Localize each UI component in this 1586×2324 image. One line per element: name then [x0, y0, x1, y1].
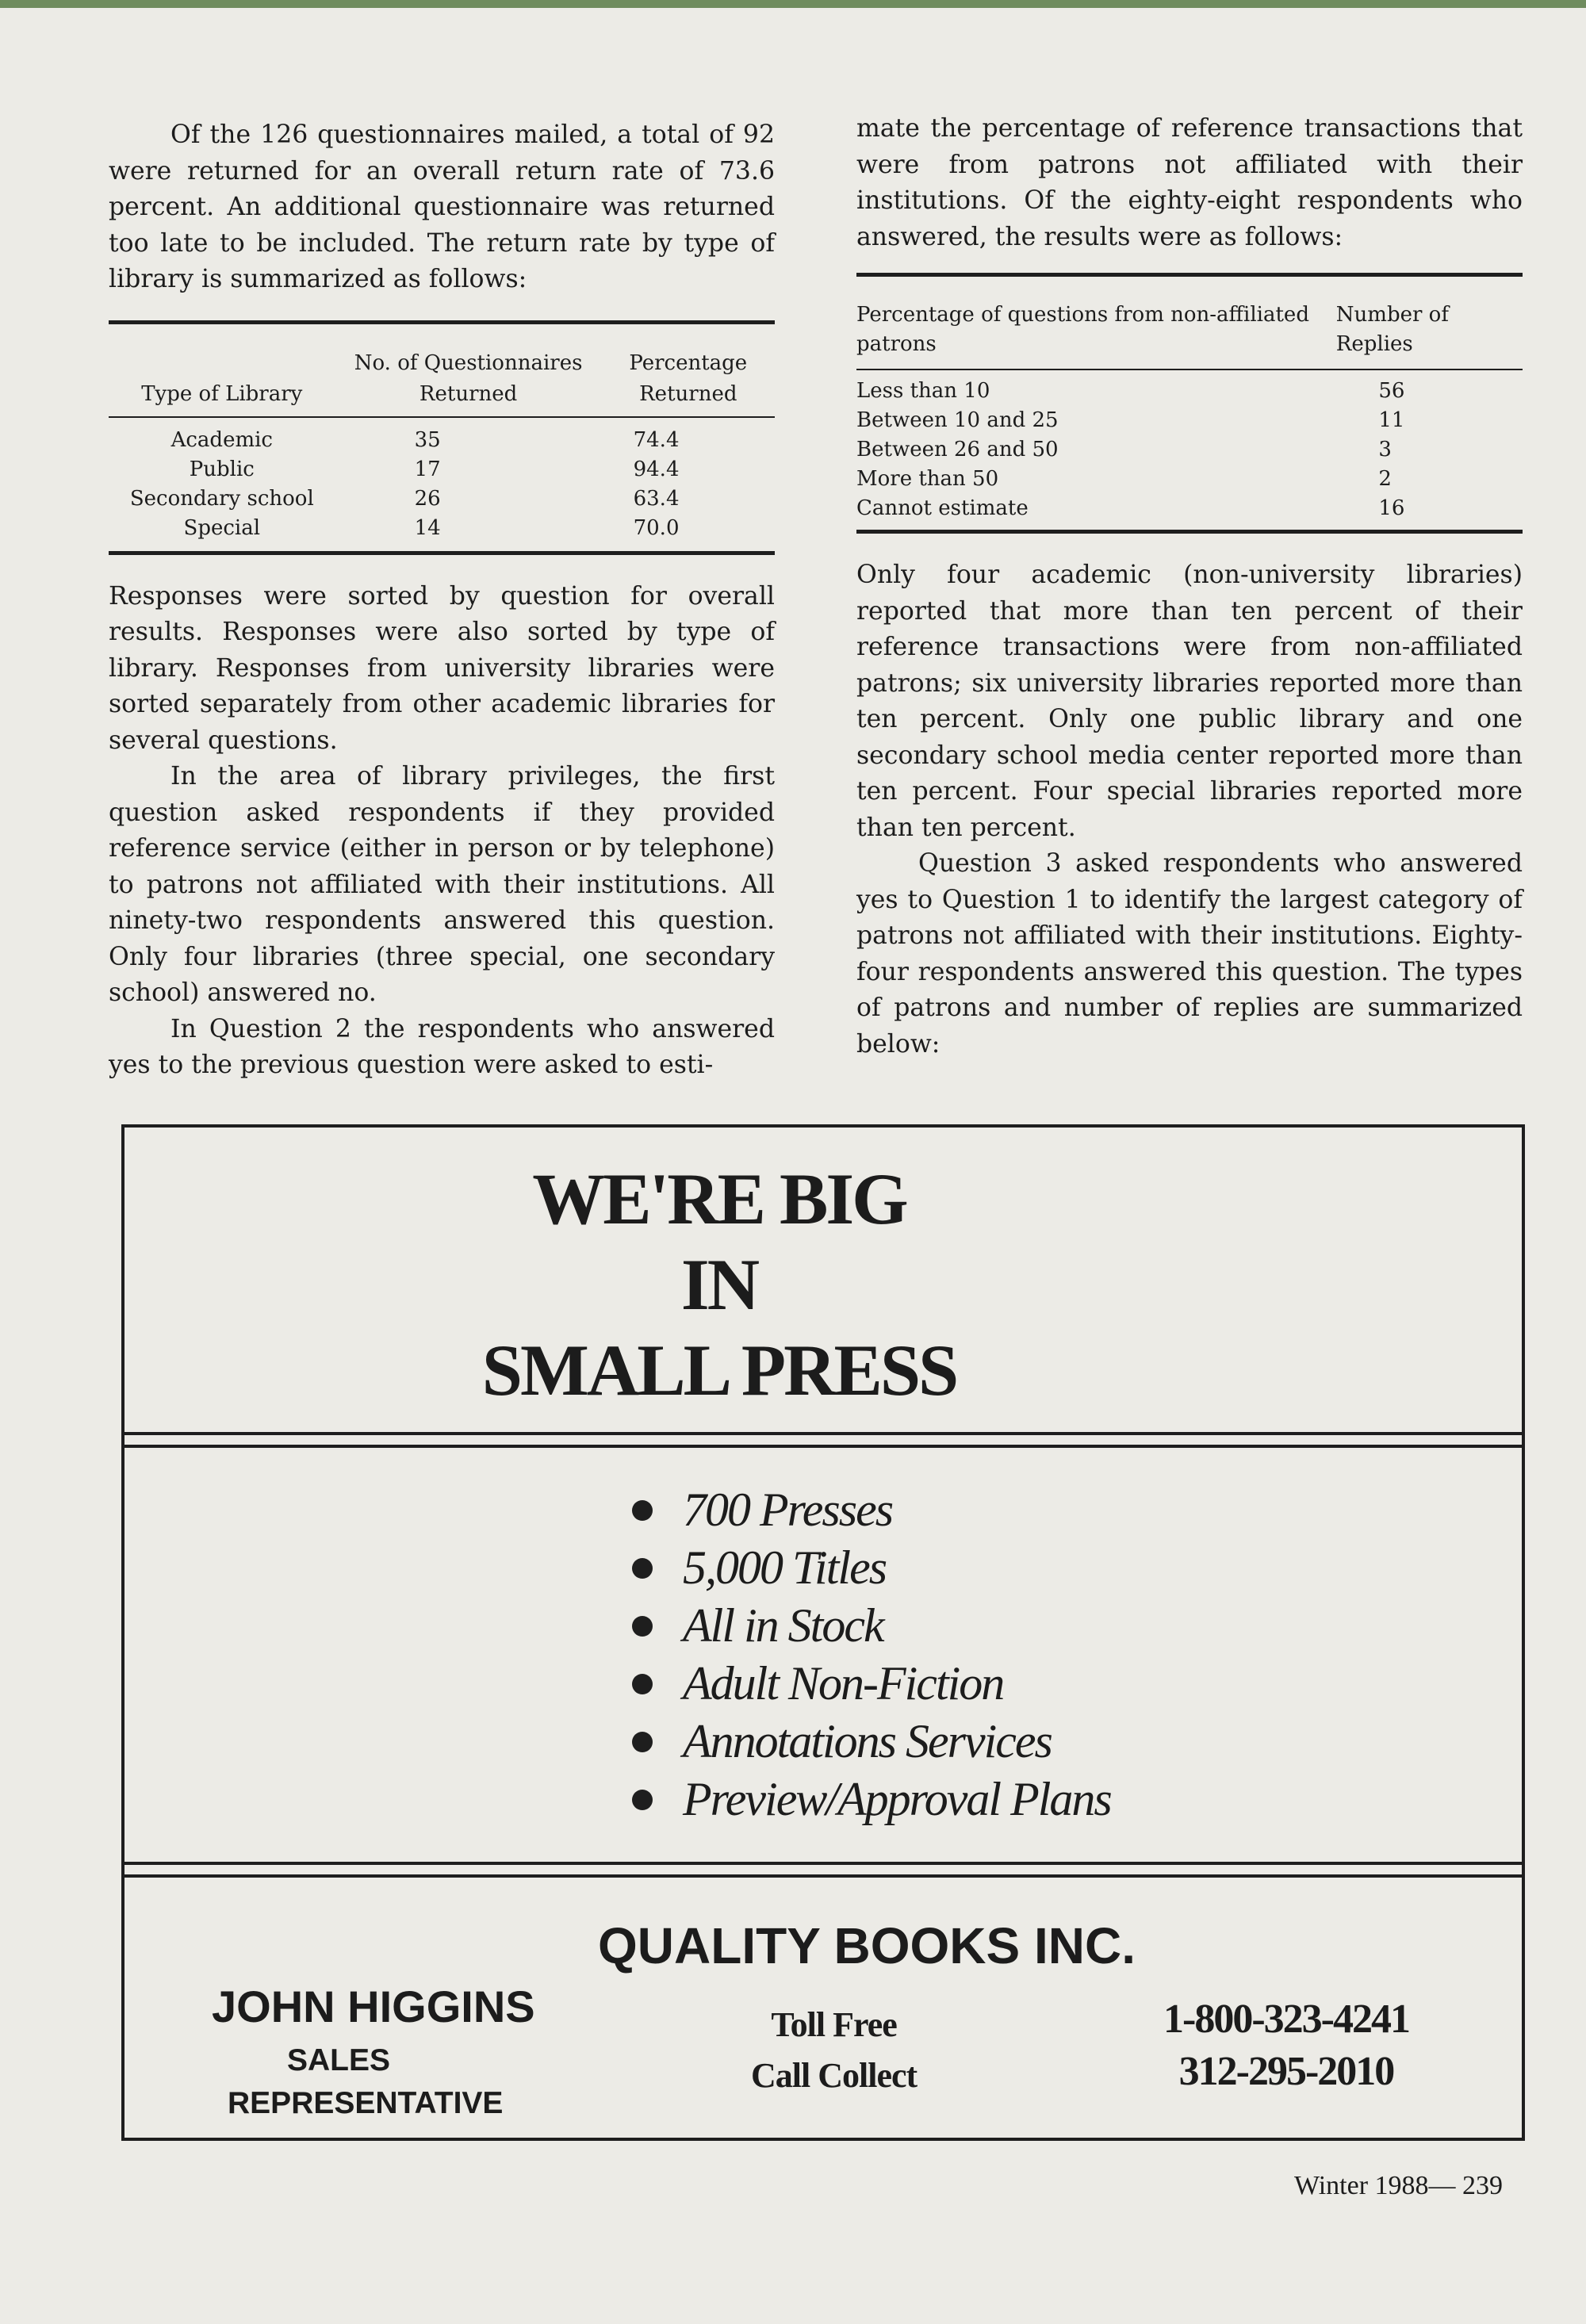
- table-rule-mid: [856, 369, 1523, 370]
- table-row: Cannot estimate 16: [856, 496, 1405, 520]
- list-item: 5,000 Titles: [632, 1539, 1111, 1597]
- return-rate-table: [109, 348, 775, 410]
- bullet-icon: [632, 1732, 653, 1752]
- bullet-icon: [632, 1616, 653, 1637]
- ad-headline: WE'RE BIG IN SMALL PRESS: [481, 1158, 957, 1411]
- list-item: Adult Non-Fiction: [632, 1655, 1111, 1713]
- contact-numbers: 1-800-323-4241 312-295-2010: [1163, 1997, 1409, 2094]
- column-header: Percentage Returned: [629, 350, 748, 406]
- page-folio: Winter 1988— 239: [1294, 2171, 1504, 2200]
- table-row: Academic 35 74.4: [170, 427, 680, 452]
- table-rule-top: [109, 320, 775, 324]
- company-name: QUALITY BOOKS INC.: [598, 1917, 1136, 1974]
- left-column: [109, 117, 775, 1084]
- table-row: Between 26 and 50 3: [856, 438, 1392, 461]
- table-header-row: [109, 348, 775, 410]
- bullet-icon: [632, 1500, 653, 1521]
- return-rate-table-body: [109, 426, 775, 543]
- bullet-icon: [632, 1674, 653, 1694]
- right-column: [856, 111, 1523, 1062]
- paragraph: Of the 126 questionnaires mailed, a total of 92 were returned for an overall return rate of 73.6 percent. An additional questionnaire was returned too late to be included. The return rate by type of library is summarized as follows:: [109, 121, 775, 293]
- table-row: More than 50 2: [856, 467, 1392, 491]
- table-row: Public 17 94.4: [189, 457, 680, 481]
- column-header: Percentage of questions from non-affiliated patrons: [856, 303, 1309, 356]
- list-item: All in Stock: [632, 1597, 1111, 1655]
- top-edge-strip: [0, 0, 1586, 8]
- table-row: Between 10 and 25 11: [856, 408, 1405, 432]
- paragraph: Question 3 asked respondents who answered yes to Question 1 to identify the largest category of patrons not affiliated with their institutions. Eighty-four respondents answered this question. The types of patrons and number of replies are summarized below:: [856, 849, 1523, 1059]
- paragraph: Responses were sorted by question for overall results. Responses were also sorted by type of library. Responses from university libraries were sorted separately from other academic libraries for several questions.: [109, 581, 775, 755]
- paragraph: Only four academic (non-university libraries) reported that more than ten percent of their reference transactions were from non-affiliated patrons; six university libraries reported more than ten percent. Only one public library and one secondary school media center reported more than ten percent. Four special libraries reported more than ten percent.: [856, 561, 1523, 842]
- contact-labels: Toll Free Call Collect: [751, 2005, 918, 2095]
- quality-books-advertisement: [121, 1124, 1525, 2141]
- column-header: Type of Library: [141, 381, 303, 406]
- non-affiliated-table-body: [856, 377, 1523, 523]
- ad-divider: [125, 1445, 1522, 1448]
- ad-divider: [125, 1874, 1522, 1878]
- paragraph: mate the percentage of reference transactions that were from patrons not affiliated with their institutions. Of the eighty-eight respondents who answered, the results were as follows:: [856, 114, 1523, 251]
- column-header: Number of Replies: [1335, 303, 1449, 356]
- ad-feature-list: [632, 1481, 1111, 1828]
- table-row: Secondary school 26 63.4: [129, 486, 680, 511]
- ad-divider: [125, 1432, 1522, 1435]
- column-header: No. of Questionnaires Returned: [354, 350, 583, 406]
- list-item: Annotations Services: [632, 1713, 1111, 1771]
- list-item: 700 Presses: [632, 1481, 1111, 1539]
- ad-divider: [125, 1862, 1522, 1865]
- table-row: Less than 10 56: [856, 379, 1405, 403]
- bullet-icon: [632, 1558, 653, 1579]
- table-row: Special 14 70.0: [183, 515, 680, 540]
- bullet-icon: [632, 1790, 653, 1810]
- paragraph: In Question 2 the respondents who answered yes to the previous question were asked to esti-: [109, 1014, 775, 1079]
- table-rule-top: [856, 273, 1523, 277]
- rep-name: JOHN HIGGINS: [212, 1981, 535, 2031]
- table-header-row: [856, 301, 1523, 359]
- paragraph: In the area of library privileges, the first question asked respondents if they provided reference service (either in person or by telephone) to patrons not affiliated with their institutions. All ninety-two respondents answered this question. Only four libraries (three special, one secondary school) answered no.: [109, 762, 775, 1007]
- rep-title: SALES REPRESENTATIVE: [228, 2043, 504, 2120]
- table-rule-mid: [109, 416, 775, 418]
- list-item: Preview/Approval Plans: [632, 1771, 1111, 1828]
- non-affiliated-table: [856, 301, 1523, 359]
